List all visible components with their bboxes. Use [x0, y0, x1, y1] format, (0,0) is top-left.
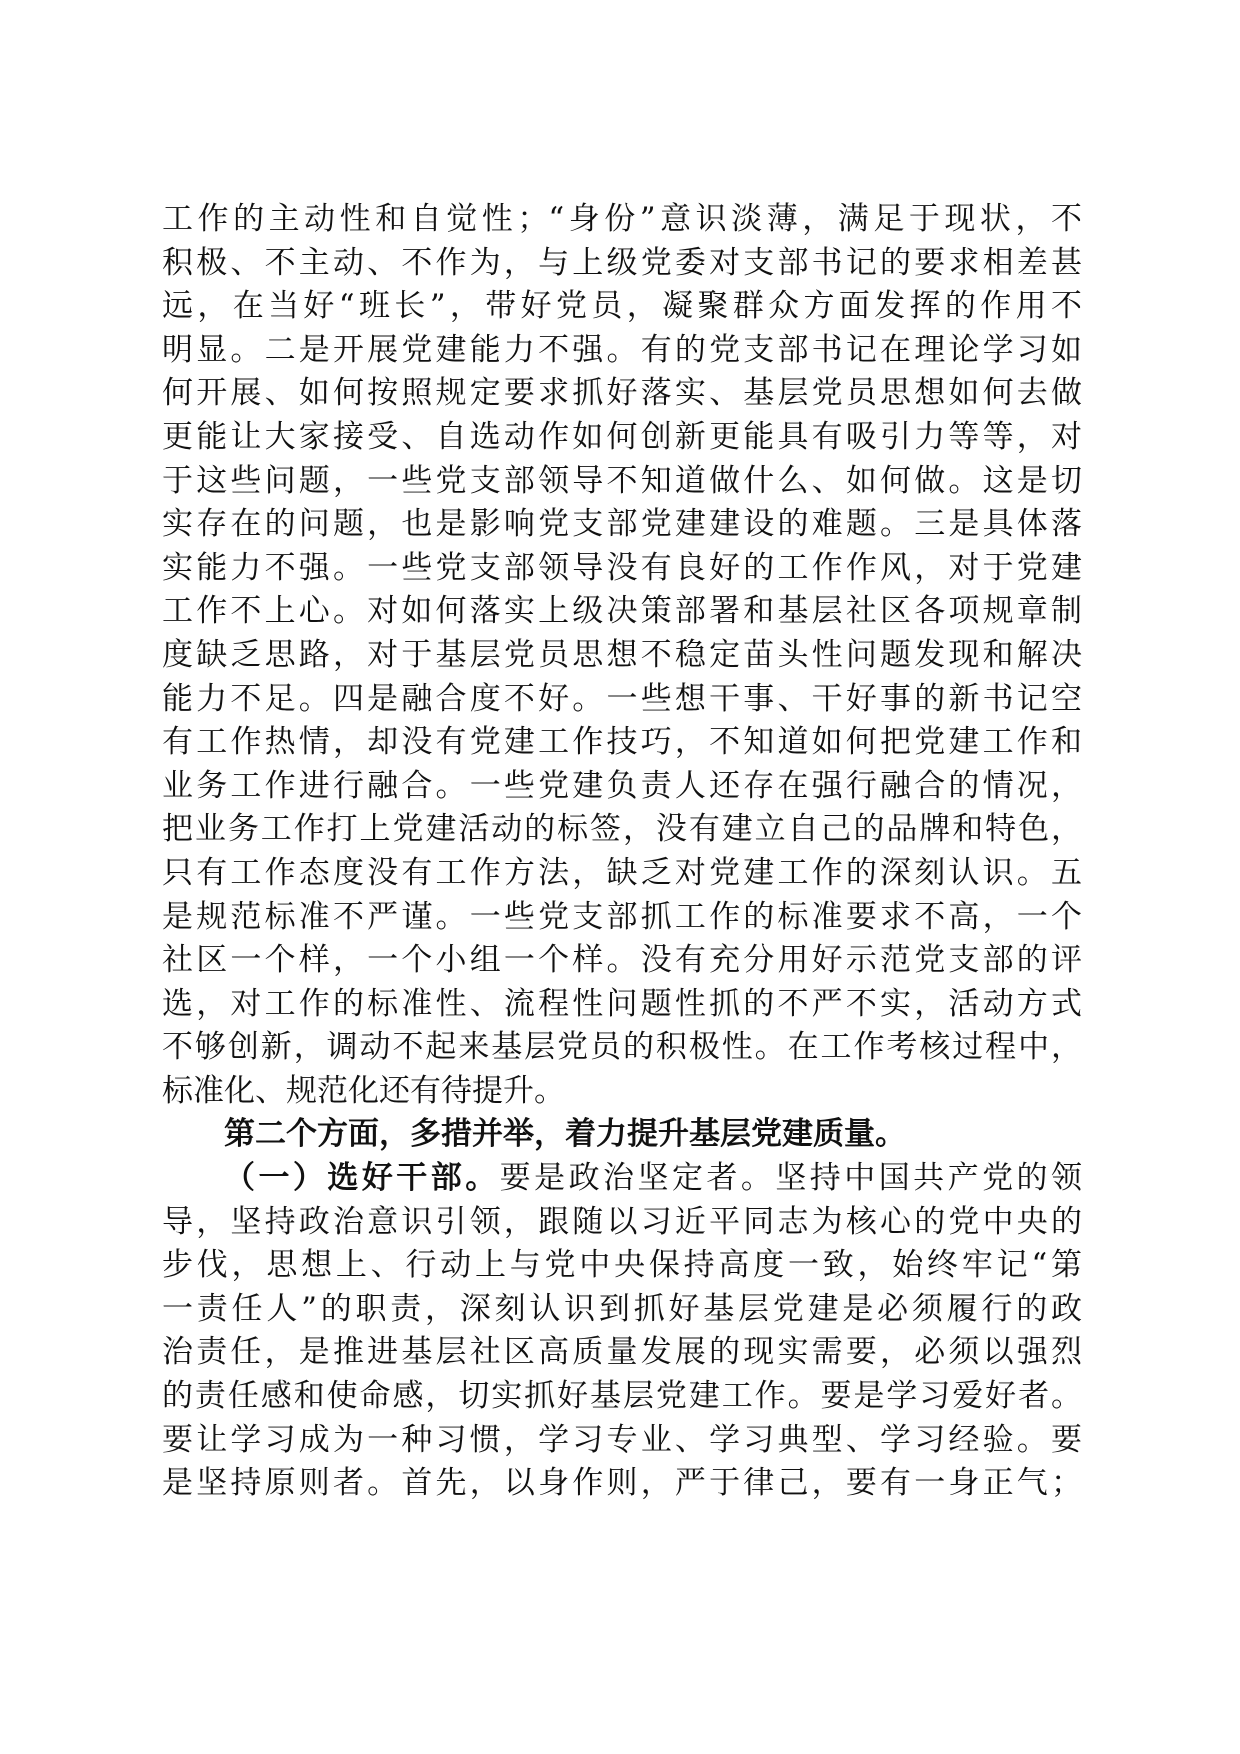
text-line: 标准化、规范化还有待提升。	[162, 1072, 565, 1109]
text-line: 导，坚持政治意识引领，跟随以习近平同志为核心的党中央的	[162, 1203, 1082, 1240]
text-line: 业务工作进行融合。一些党建负责人还存在强行融合的情况，	[162, 767, 1082, 804]
text-line: 选，对工作的标准性、流程性问题性抓的不严不实，活动方式	[162, 985, 1082, 1022]
text-line: 实能力不强。一些党支部领导没有良好的工作作风，对于党建	[162, 549, 1082, 586]
text-line: 能力不足。四是融合度不好。一些想干事、干好事的新书记空	[162, 680, 1082, 717]
text-line: 是坚持原则者。首先，以身作则，严于律己，要有一身正气；	[162, 1465, 1082, 1502]
text-line: 积极、不主动、不作为，与上级党委对支部书记的要求相差甚	[162, 244, 1082, 281]
text-line: 是规范标准不严谨。一些党支部抓工作的标准要求不高，一个	[162, 898, 1082, 935]
subsection-label: （一）选好干部。	[224, 1160, 500, 1197]
text-line: 社区一个样，一个小组一个样。没有充分用好示范党支部的评	[162, 942, 1082, 979]
text-line: 于这些问题，一些党支部领导不知道做什么、如何做。这是切	[162, 462, 1082, 499]
text-line: 要让学习成为一种习惯，学习专业、学习典型、学习经验。要	[162, 1421, 1082, 1458]
text-line: 的责任感和使命感，切实抓好基层党建工作。要是学习爱好者。	[162, 1378, 1082, 1415]
text-line: 度缺乏思路，对于基层党员思想不稳定苗头性问题发现和解决	[162, 636, 1082, 673]
text-line: 工作不上心。对如何落实上级决策部署和基层社区各项规章制	[162, 593, 1082, 630]
text-line: 何开展、如何按照规定要求抓好落实、基层党员思想如何去做	[162, 375, 1082, 412]
text-line: 有工作热情，却没有党建工作技巧，不知道如何把党建工作和	[162, 724, 1082, 761]
section-heading: 第二个方面，多措并举，着力提升基层党建质量。	[224, 1116, 906, 1153]
text-line: 治责任，是推进基层社区高质量发展的现实需要，必须以强烈	[162, 1334, 1082, 1371]
text-line: 明显。二是开展党建能力不强。有的党支部书记在理论学习如	[162, 331, 1082, 368]
text-line: 把业务工作打上党建活动的标签，没有建立自己的品牌和特色，	[162, 811, 1082, 848]
subsection-first-line	[162, 1157, 1082, 1201]
text-line: 不够创新，调动不起来基层党员的积极性。在工作考核过程中，	[162, 1029, 1082, 1066]
body-text	[162, 198, 1082, 1506]
subsection-first-line-text: 要是政治坚定者。坚持中国共产党的领	[499, 1160, 1083, 1197]
text-line: 只有工作态度没有工作方法，缺乏对党建工作的深刻认识。五	[162, 854, 1082, 891]
text-line: 步伐，思想上、行动上与党中央保持高度一致，始终牢记“第	[162, 1247, 1082, 1284]
text-line: 远，在当好“班长”，带好党员，凝聚群众方面发挥的作用不	[162, 288, 1082, 325]
text-line: 工作的主动性和自觉性；“身份”意识淡薄，满足于现状，不	[162, 201, 1082, 237]
text-line: 一责任人”的职责，深刻认识到抓好基层党建是必须履行的政	[162, 1290, 1082, 1327]
text-line: 实存在的问题，也是影响党支部党建建设的难题。三是具体落	[162, 506, 1082, 543]
text-line: 更能让大家接受、自选动作如何创新更能具有吸引力等等，对	[162, 418, 1082, 455]
